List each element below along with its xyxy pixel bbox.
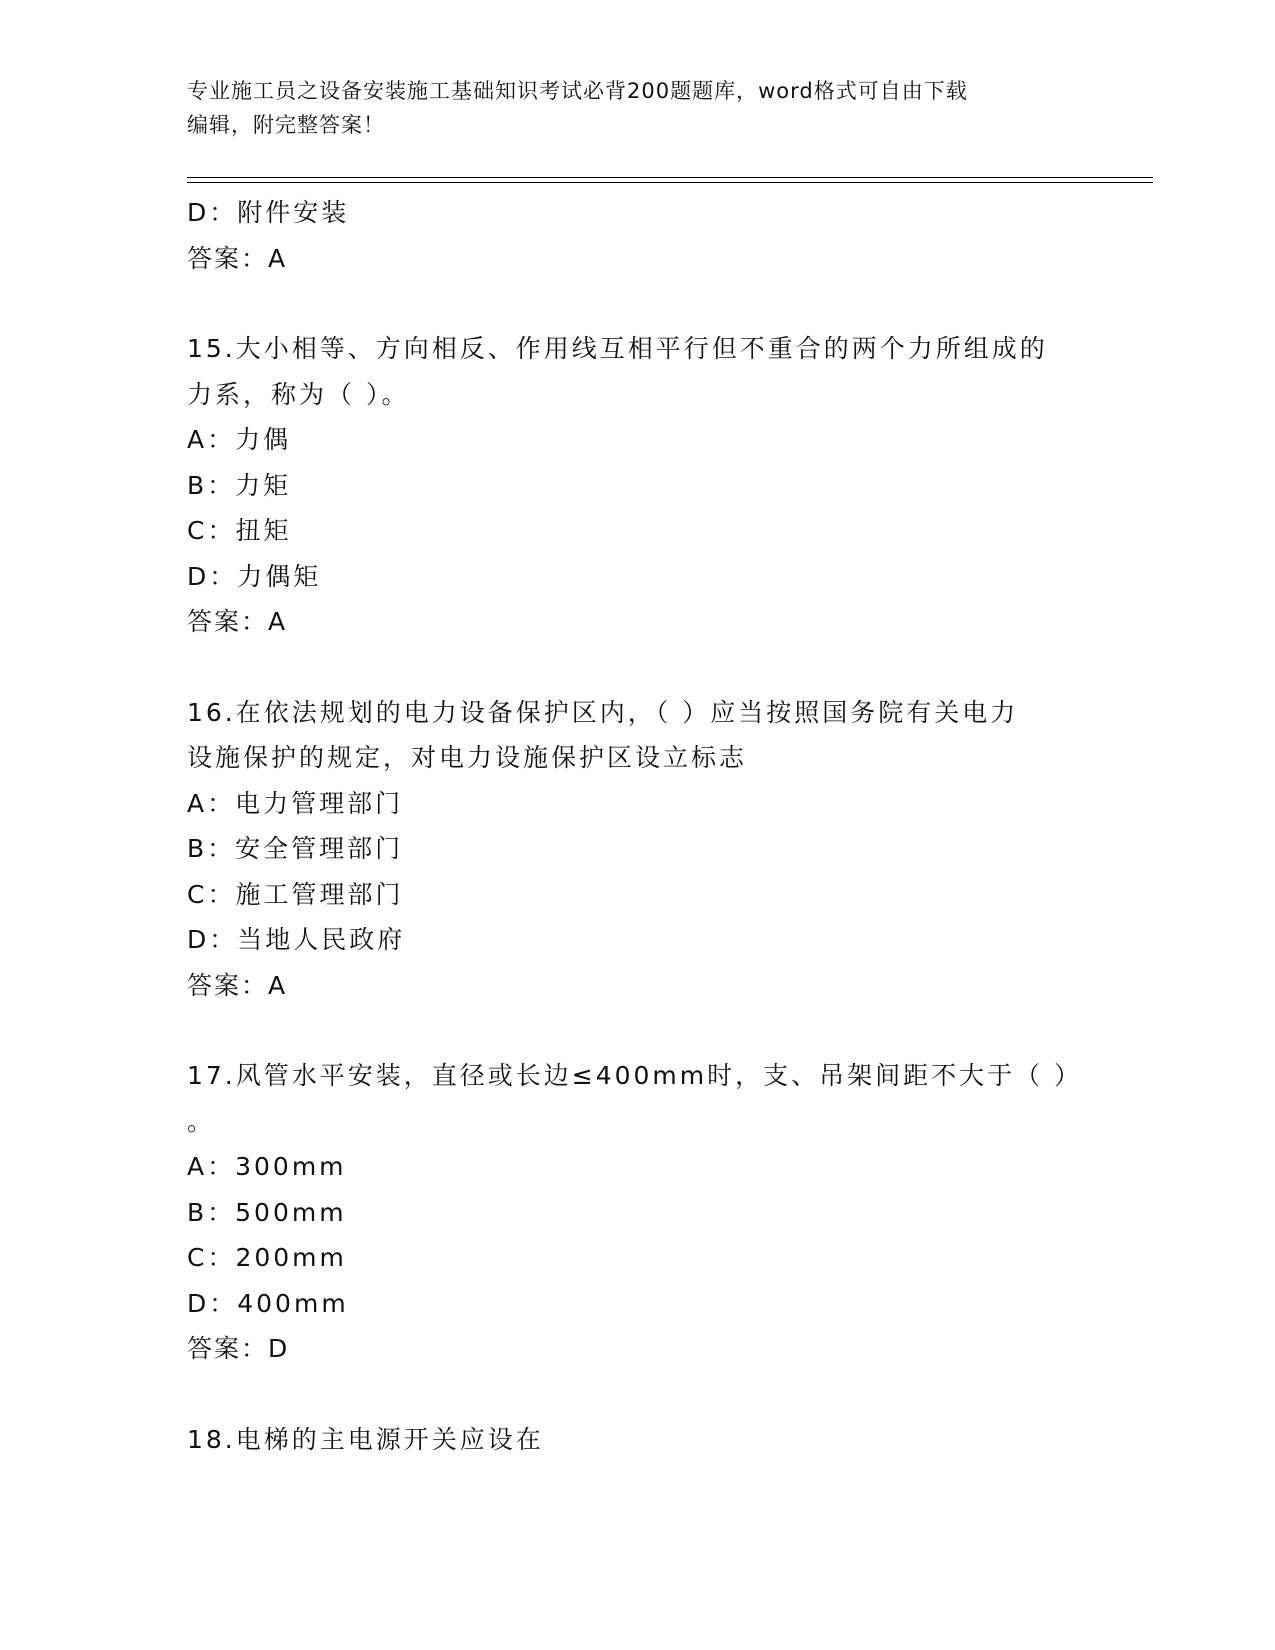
document-body — [187, 190, 1087, 1462]
spacer — [187, 1372, 1087, 1417]
document-header — [187, 74, 1087, 142]
spacer — [187, 645, 1087, 690]
question-text-line-2: 。 — [187, 1106, 216, 1136]
option-b: B：安全管理部门 — [187, 834, 404, 863]
header-line-1: 专业施工员之设备安装施工基础知识考试必背200题题库，word格式可自由下载 — [187, 79, 968, 103]
header-divider-bottom — [187, 182, 1153, 183]
option-a: A：电力管理部门 — [187, 788, 404, 818]
question-16 — [187, 690, 1087, 1009]
spacer — [187, 281, 1087, 326]
option-c: C：施工管理部门 — [187, 879, 404, 909]
header-divider-top — [187, 177, 1153, 178]
option-b: B：500mm — [187, 1197, 347, 1227]
option-d: D：力偶矩 — [187, 561, 322, 591]
header-line-2: 编辑，附完整答案！ — [187, 113, 385, 137]
question-17 — [187, 1053, 1087, 1372]
answer: 答案：A — [187, 970, 288, 1000]
option-d: D：附件安装 — [187, 198, 350, 227]
answer: 答案：D — [187, 1334, 290, 1363]
option-c: C：扭矩 — [187, 516, 292, 545]
spacer — [187, 1008, 1087, 1053]
question-text-line-1: 16.在依法规划的电力设备保护区内，（ ）应当按照国务院有关电力 — [187, 697, 1019, 727]
question-18 — [187, 1417, 1087, 1463]
option-c: C：200mm — [187, 1243, 347, 1272]
question-text-line-1: 17.风管水平安装，直径或长边≤400mm时，支、吊架间距不大于（ ） — [187, 1061, 1083, 1090]
question-text-line-1: 18.电梯的主电源开关应设在 — [187, 1424, 544, 1454]
option-b: B：力矩 — [187, 470, 292, 500]
question-text-line-2: 力系，称为（ ）。 — [187, 379, 410, 409]
question-15 — [187, 326, 1087, 645]
option-d: D：当地人民政府 — [187, 925, 406, 954]
answer: 答案：A — [187, 243, 288, 273]
option-a: A：300mm — [187, 1152, 347, 1181]
question-text-line-2: 设施保护的规定，对电力设施保护区设立标志 — [187, 743, 748, 772]
option-a: A：力偶 — [187, 425, 292, 454]
option-d: D：400mm — [187, 1288, 349, 1318]
question-text-line-1: 15.大小相等、方向相反、作用线互相平行但不重合的两个力所组成的 — [187, 334, 1048, 363]
answer: 答案：A — [187, 607, 288, 636]
question-14-tail — [187, 190, 1087, 281]
